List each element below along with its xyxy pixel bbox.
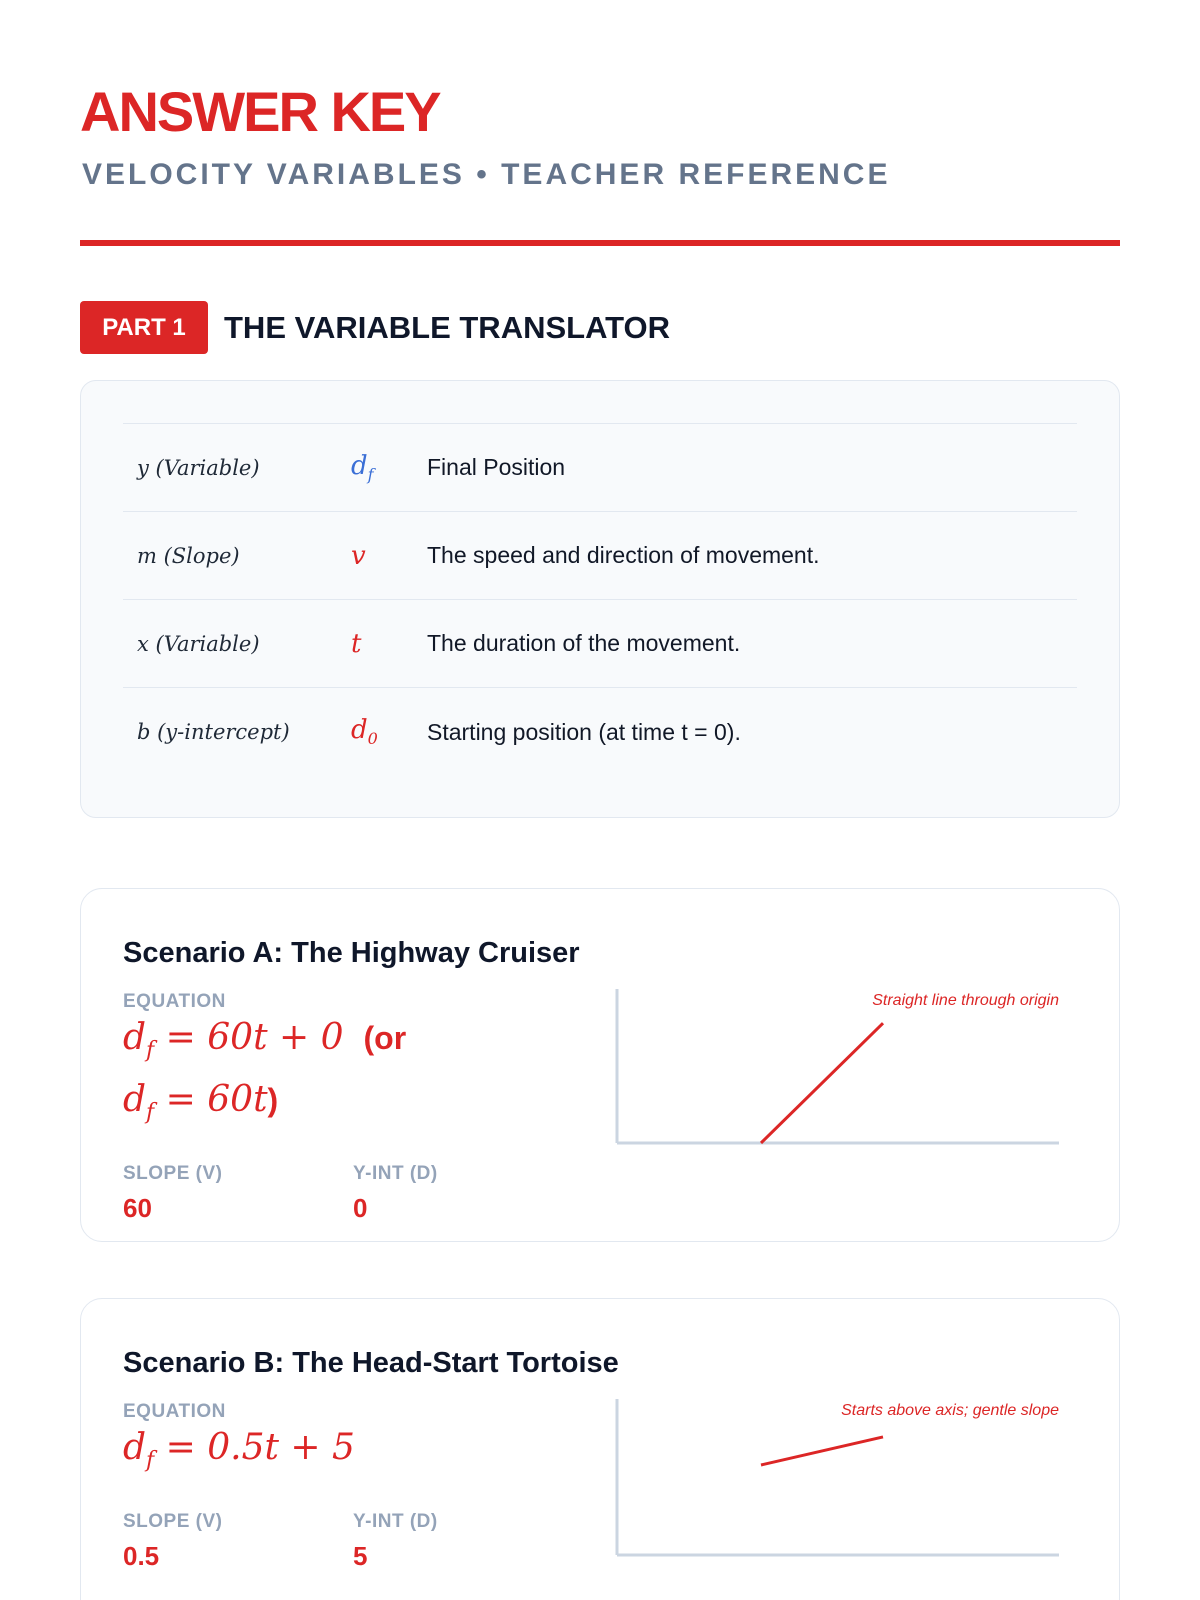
part-title: THE VARIABLE TRANSLATOR: [224, 309, 671, 345]
term-cell: m (Slope): [137, 543, 240, 568]
equation-line: [123, 1013, 583, 1075]
term-cell: y (Variable): [137, 455, 260, 480]
meaning-cell: Starting position (at time t = 0).: [427, 718, 741, 745]
series-line: [761, 1023, 883, 1143]
symbol: d: [351, 450, 368, 481]
equation-text: (or: [363, 1020, 407, 1056]
symbol: v: [351, 540, 366, 571]
slope-stat: [123, 1163, 353, 1224]
symbol-cell: [351, 629, 427, 659]
equation-math: = 60t: [165, 1079, 268, 1121]
scenario-title: Scenario B: The Head-Start Tortoise: [123, 1347, 619, 1379]
symbol-subscript: 0: [367, 729, 378, 749]
chart-annotation: Straight line through origin: [872, 992, 1059, 1009]
meaning-cell: Final Position: [427, 454, 566, 480]
equation: [123, 1013, 583, 1137]
symbol-cell: [351, 715, 427, 748]
equation-lhs: $d_f$: [123, 1017, 155, 1064]
equation-label: EQUATION: [123, 991, 226, 1012]
equation: [123, 1423, 583, 1485]
equation-lhs: $d_f$: [123, 1427, 155, 1474]
header-divider: [80, 240, 1120, 246]
slope-label: SLOPE (V): [123, 1511, 223, 1533]
table-row: [123, 688, 1077, 776]
meaning-cell: The speed and direction of movement.: [427, 542, 820, 568]
stats-row: [123, 1163, 583, 1224]
yint-label: Y-INT (D): [353, 1511, 438, 1533]
slope-value: 60: [123, 1193, 152, 1224]
yint-stat: [353, 1511, 583, 1572]
page-subtitle: VELOCITY VARIABLES • TEACHER REFERENCE: [82, 158, 891, 191]
variable-translator-card: [80, 380, 1120, 818]
symbol: t: [351, 628, 362, 659]
equation-math: = 60t + 0: [165, 1017, 344, 1058]
yint-value: 0: [353, 1193, 368, 1224]
symbol: d: [351, 715, 368, 746]
symbol-cell: [351, 541, 427, 571]
slope-value: 0.5: [123, 1541, 160, 1572]
stats-row: [123, 1511, 583, 1572]
equation-math: = 0.5t + 5: [165, 1427, 355, 1468]
part-badge: PART 1: [80, 301, 208, 354]
equation-line: [123, 1075, 583, 1137]
yint-stat: [353, 1163, 583, 1224]
equation-lhs: $d_f$: [123, 1079, 155, 1126]
term-cell: x (Variable): [137, 631, 260, 656]
symbol-subscript: f: [367, 465, 374, 485]
equation-line: [123, 1423, 583, 1485]
part1-heading: [80, 301, 670, 354]
scenario-a-graph: [609, 987, 1079, 1187]
scenario-details: [123, 1401, 583, 1572]
series-line: [761, 1437, 883, 1465]
equation-text: ): [267, 1082, 279, 1119]
scenario-details: [123, 991, 583, 1224]
table-row: [123, 600, 1077, 688]
term-cell: b (y-intercept): [137, 720, 290, 744]
table-row: [123, 512, 1077, 600]
equation-label: EQUATION: [123, 1401, 226, 1422]
yint-label: Y-INT (D): [353, 1163, 438, 1185]
meaning-cell: The duration of the movement.: [427, 630, 741, 656]
yint-value: 5: [353, 1541, 368, 1572]
table-row: [123, 424, 1077, 512]
slope-label: SLOPE (V): [123, 1163, 223, 1185]
page-title: ANSWER KEY: [80, 80, 440, 143]
scenario-b-graph: [609, 1397, 1079, 1597]
scenario-title: Scenario A: The Highway Cruiser: [123, 937, 580, 969]
symbol-cell: [351, 451, 427, 484]
scenario-b-card: [80, 1298, 1120, 1600]
slope-stat: [123, 1511, 353, 1572]
chart-annotation: Starts above axis; gentle slope: [841, 1402, 1059, 1419]
scenario-a-card: [80, 888, 1120, 1242]
variable-table: [123, 423, 1077, 776]
